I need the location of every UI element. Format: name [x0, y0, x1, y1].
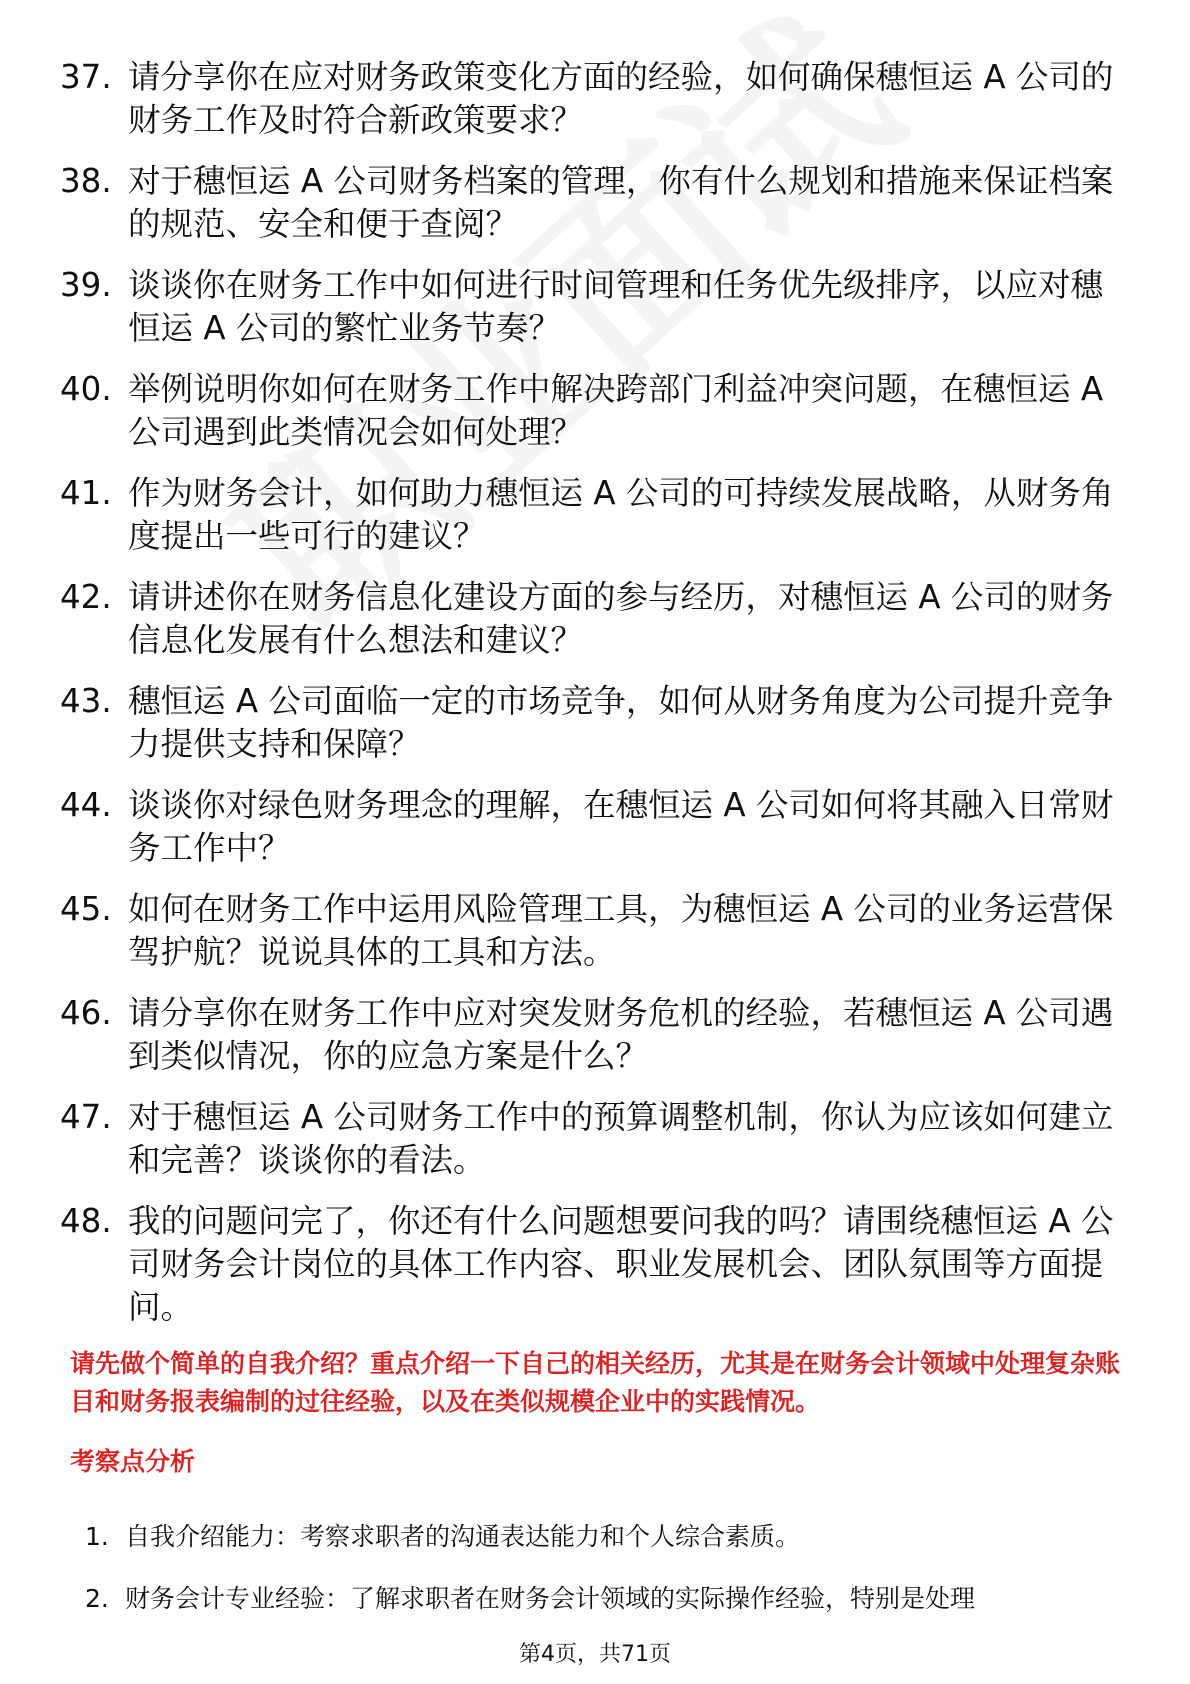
analysis-item	[85, 1582, 1145, 1616]
question-text: 对于穗恒运 A 公司财务工作中的预算调整机制，你认为应该如何建立和完善？谈谈你的看法。	[128, 1098, 1114, 1179]
question-text: 我的问题问完了，你还有什么问题想要问我的吗？请围绕穗恒运 A 公司财务会计岗位的具体工作内容、职业发展机会、团队氛围等方面提问。	[128, 1202, 1114, 1326]
analysis-text: 财务会计专业经验：了解求职者在财务会计领域的实际操作经验，特别是处理	[125, 1584, 976, 1613]
question-text: 谈谈你在财务工作中如何进行时间管理和任务优先级排序，以应对穗恒运 A 公司的繁忙业务节奏？	[128, 266, 1104, 347]
analysis-list	[85, 1520, 1145, 1644]
question-item	[60, 1096, 1140, 1182]
question-item	[60, 576, 1140, 662]
question-text: 请分享你在应对财务政策变化方面的经验，如何确保穗恒运 A 公司的财务工作及时符合新政策要求？	[128, 58, 1114, 139]
question-text: 谈谈你对绿色财务理念的理解，在穗恒运 A 公司如何将其融入日常财务工作中？	[128, 786, 1114, 867]
question-text: 作为财务会计，如何助力穗恒运 A 公司的可持续发展战略，从财务角度提出一些可行的建议？	[128, 474, 1114, 555]
question-text: 对于穗恒运 A 公司财务档案的管理，你有什么规划和措施来保证档案的规范、安全和便于查阅？	[128, 162, 1114, 243]
question-number: 43.	[60, 682, 112, 720]
question-list	[60, 56, 1140, 1347]
question-item	[60, 264, 1140, 350]
question-text: 请分享你在财务工作中应对突发财务危机的经验，若穗恒运 A 公司遇到类似情况，你的应急方案是什么？	[128, 994, 1114, 1075]
question-item	[60, 992, 1140, 1078]
question-item	[60, 160, 1140, 246]
question-item	[60, 888, 1140, 974]
question-number: 48.	[60, 1202, 112, 1240]
page-footer: 第4页，共71页	[519, 1642, 671, 1667]
analysis-number: 1.	[85, 1522, 109, 1551]
question-number: 44.	[60, 786, 112, 824]
question-number: 47.	[60, 1098, 112, 1136]
question-item	[60, 680, 1140, 766]
analysis-text: 自我介绍能力：考察求职者的沟通表达能力和个人综合素质。	[125, 1522, 801, 1551]
highlight-question: 请先做个简单的自我介绍？重点介绍一下自己的相关经历，尤其是在财务会计领域中处理复杂账目和财务报表编制的过往经验，以及在类似规模企业中的实践情况。	[70, 1349, 1121, 1416]
analysis-heading: 考察点分析	[70, 1447, 196, 1476]
analysis-number: 2.	[85, 1584, 109, 1613]
question-text: 如何在财务工作中运用风险管理工具，为穗恒运 A 公司的业务运营保驾护航？说说具体的工具和方法。	[128, 890, 1114, 971]
question-item	[60, 784, 1140, 870]
question-item	[60, 1200, 1140, 1329]
question-number: 45.	[60, 890, 112, 928]
question-number: 40.	[60, 370, 112, 408]
question-item	[60, 472, 1140, 558]
question-number: 46.	[60, 994, 112, 1032]
question-number: 41.	[60, 474, 112, 512]
question-item	[60, 368, 1140, 454]
question-item	[60, 56, 1140, 142]
question-number: 37.	[60, 58, 112, 96]
question-text: 请讲述你在财务信息化建设方面的参与经历，对穗恒运 A 公司的财务信息化发展有什么想法和建议？	[128, 578, 1114, 659]
question-text: 穗恒运 A 公司面临一定的市场竞争，如何从财务角度为公司提升竞争力提供支持和保障？	[128, 682, 1114, 763]
question-text: 举例说明你如何在财务工作中解决跨部门利益冲突问题，在穗恒运 A 公司遇到此类情况会如何处理？	[128, 370, 1104, 451]
question-number: 38.	[60, 162, 112, 200]
question-number: 42.	[60, 578, 112, 616]
analysis-item	[85, 1520, 1145, 1554]
question-number: 39.	[60, 266, 112, 304]
